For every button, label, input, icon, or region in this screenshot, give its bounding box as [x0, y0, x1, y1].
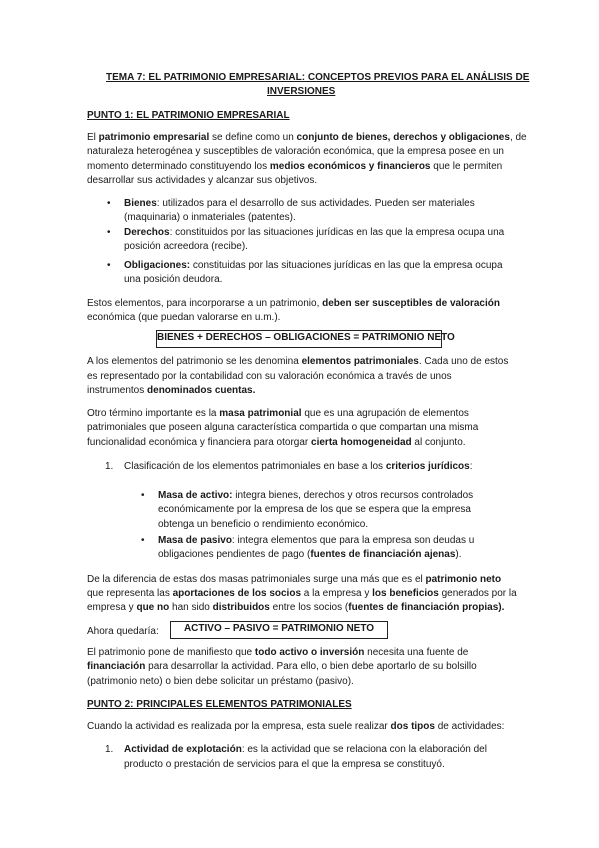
paragraph-line: A los elementos del patrimonio se les denomina elementos patrimoniales. Cada uno de estos: [87, 356, 509, 367]
list-number: 1.: [105, 461, 114, 472]
ahora-label: Ahora quedaría:: [87, 626, 159, 637]
paragraph-line: (patrimonio neto) o bien debe solicitar un préstamo (pasivo).: [87, 676, 354, 687]
section-heading-punto2: PUNTO 2: PRINCIPALES ELEMENTOS PATRIMONIALES: [87, 699, 352, 710]
list-item-continuation: obligaciones pendientes de pago (fuentes de financiación ajenas).: [158, 549, 462, 560]
paragraph-line: El patrimonio pone de manifiesto que todo activo o inversión necesita una fuente de: [87, 647, 469, 658]
paragraph-line: es representado por la contabilidad con su valoración económica a través de unos: [87, 371, 452, 382]
bullet-icon: •: [141, 535, 145, 546]
paragraph-line: desarrollar sus actividades y alcanzar sus objetivos.: [87, 175, 318, 186]
bullet-icon: •: [107, 227, 111, 238]
list-item-explotacion: Actividad de explotación: es la actividad que se relaciona con la elaboración del: [124, 744, 487, 755]
list-item-continuation: posición acreedora (recibe).: [124, 241, 248, 252]
list-item-continuation: producto o prestación de servicios para el que la empresa se constituyó.: [124, 759, 445, 770]
paragraph-line: naturaleza heterogénea y susceptibles de valoración económica, que la empresa posee en un: [87, 146, 504, 157]
paragraph-line: económica (que puedan valorarse en u.m.).: [87, 312, 281, 323]
list-item-clasificacion: Clasificación de los elementos patrimoniales en base a los criterios jurídicos:: [124, 461, 473, 472]
paragraph-line: Otro término importante es la masa patrimonial que es una agrupación de elementos: [87, 408, 469, 419]
document-title-line2: INVERSIONES: [267, 86, 336, 97]
formula-box-patrimonio-neto: BIENES + DERECHOS – OBLIGACIONES = PATRIMONIO NETO: [156, 330, 442, 348]
bullet-icon: •: [141, 490, 145, 501]
paragraph-line: funcionalidad económica y financiera para otorgar cierta homogeneidad al conjunto.: [87, 437, 466, 448]
paragraph-line: que representa las aportaciones de los socios a la empresa y los beneficios generados por la: [87, 588, 517, 599]
list-item-continuation: (maquinaria) o inmateriales (patentes).: [124, 212, 296, 223]
paragraph-line: Estos elementos, para incorporarse a un patrimonio, deben ser susceptibles de valoración: [87, 298, 500, 309]
list-item: Masa de pasivo: integra elementos que para la empresa son deudas u: [158, 535, 475, 546]
list-item: Derechos: constituidos por las situaciones jurídicas en las que la empresa ocupa una: [124, 227, 505, 238]
paragraph-line: empresa y que no han sido distribuidos entre los socios (fuentes de financiación propias).: [87, 602, 505, 613]
section-heading-punto1: PUNTO 1: EL PATRIMONIO EMPRESARIAL: [87, 110, 290, 121]
paragraph-line: instrumentos denominados cuentas.: [87, 385, 256, 396]
list-item-continuation: económicamente por la empresa de los que se espera que la empresa: [158, 504, 471, 515]
paragraph-line: patrimoniales que poseen alguna característica compartida o que compartan una misma: [87, 422, 479, 433]
list-item: Obligaciones: constituidas por las situaciones jurídicas en las que la empresa ocupa: [124, 260, 503, 271]
list-number: 1.: [105, 744, 114, 755]
list-item-continuation: una posición deudora.: [124, 274, 223, 285]
bullet-icon: •: [107, 260, 111, 271]
list-item: Bienes: utilizados para el desarrollo de sus actividades. Pueden ser materiales: [124, 198, 475, 209]
paragraph-line: financiación para desarrollar la actividad. Para ello, o bien debe aportarlo de su bolsillo: [87, 661, 477, 672]
list-item: Masa de activo: integra bienes, derechos y otros recursos controlados: [158, 490, 474, 501]
paragraph-line: momento determinado constituyendo los medios económicos y financieros que le permiten: [87, 161, 503, 172]
document-title: TEMA 7: EL PATRIMONIO EMPRESARIAL: CONCEPTOS PREVIOS PARA EL ANÁLISIS DE: [106, 72, 530, 83]
bullet-icon: •: [107, 198, 111, 209]
formula-box-activo-pasivo: ACTIVO – PASIVO = PATRIMONIO NETO: [170, 621, 388, 639]
list-item-continuation: obtenga un beneficio o rendimiento económico.: [158, 519, 369, 530]
paragraph-line: Cuando la actividad es realizada por la empresa, esta suele realizar dos tipos de actividades:: [87, 721, 505, 732]
paragraph-line: El patrimonio empresarial se define como un conjunto de bienes, derechos y obligaciones, de: [87, 132, 527, 143]
paragraph-line: De la diferencia de estas dos masas patrimoniales surge una más que es el patrimonio neto: [87, 574, 502, 585]
